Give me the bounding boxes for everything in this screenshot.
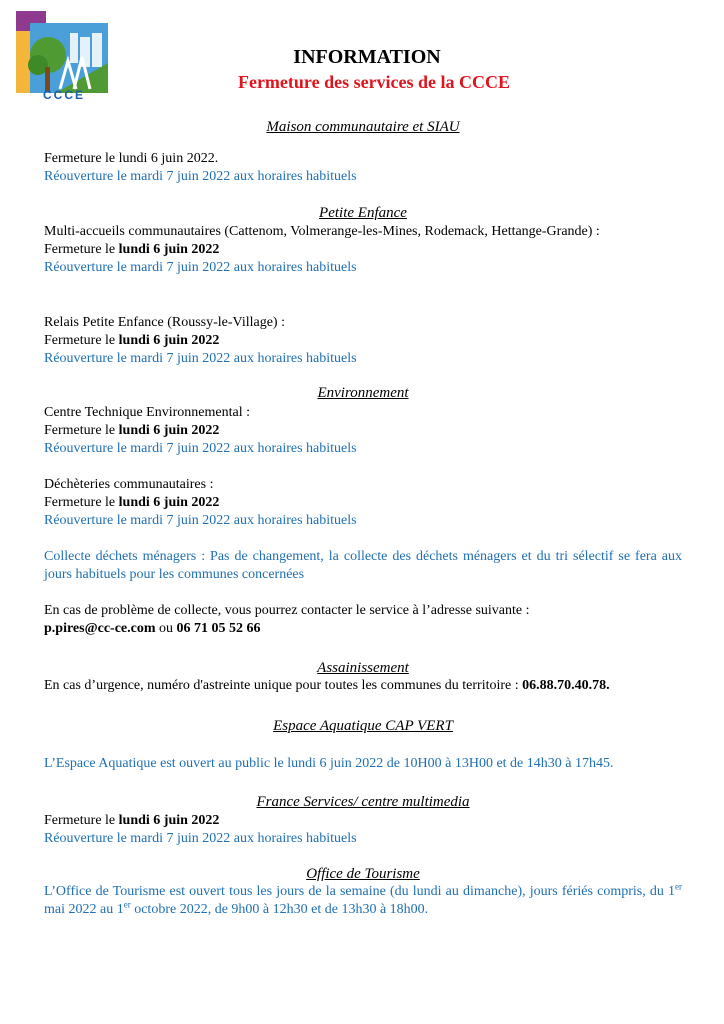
aquatique-text: L’Espace Aquatique est ouvert au public le lundi 6 juin 2022 de 10H00 à 13H00 et de 14h30 à 17h45. (44, 756, 614, 771)
heading-petite-enfance: Petite Enfance (319, 205, 407, 221)
multi-accueils-text: Multi-accueils communautaires (Cattenom, Volmerange-les-Mines, Rodemack, Hettange-Grande) : (44, 224, 600, 239)
closure-prefix: Fermeture le (44, 495, 119, 510)
tourisme-text (44, 883, 682, 919)
assainissement-text (44, 677, 682, 695)
contact-or: ou (155, 621, 177, 636)
france-services-reopen: Réouverture le mardi 7 juin 2022 aux horaires habituels (44, 831, 357, 846)
closure-date: lundi 6 juin 2022 (118, 495, 220, 510)
tourisme-sup-1: er (675, 881, 682, 892)
decheteries-reopen: Réouverture le mardi 7 juin 2022 aux horaires habituels (44, 513, 357, 528)
cte-closure (44, 422, 682, 440)
decheteries-text: Déchèteries communautaires : (44, 477, 214, 492)
closure-date: lundi 6 juin 2022 (118, 813, 220, 828)
logo-text: CCCE (42, 88, 85, 102)
france-services-closure (44, 812, 682, 830)
tourisme-sup-2: er (123, 899, 131, 910)
cte-text: Centre Technique Environnemental : (44, 405, 250, 420)
decheteries-closure (44, 494, 682, 512)
closure-prefix: Fermeture le (44, 423, 119, 438)
heading-aquatique: Espace Aquatique CAP VERT (273, 718, 453, 734)
siau-closure: Fermeture le lundi 6 juin 2022. (44, 151, 219, 166)
multi-accueils-reopen: Réouverture le mardi 7 juin 2022 aux horaires habituels (44, 260, 357, 275)
contact-email[interactable]: p.pires@cc-ce.com (44, 621, 156, 636)
closure-prefix: Fermeture le (44, 242, 119, 257)
relais-closure (44, 332, 682, 350)
multi-accueils-closure (44, 241, 682, 259)
closure-prefix: Fermeture le (44, 333, 119, 348)
tourisme-text-a: L’Office de Tourisme est ouvert tous les jours de la semaine (du lundi au dimanche), jours fériés compris, du 1 (44, 884, 675, 899)
page-subtitle: Fermeture des services de la CCCE (237, 72, 511, 92)
closure-date: lundi 6 juin 2022 (118, 423, 220, 438)
relais-text: Relais Petite Enfance (Roussy-le-Village) : (44, 315, 285, 330)
heading-environnement: Environnement (317, 385, 409, 401)
cte-reopen: Réouverture le mardi 7 juin 2022 aux horaires habituels (44, 441, 357, 456)
closure-prefix: Fermeture le (44, 813, 119, 828)
heading-siau: Maison communautaire et SIAU (266, 119, 460, 135)
contact-phone: 06 71 05 52 66 (176, 621, 261, 636)
contact-text: En cas de problème de collecte, vous pourrez contacter le service à l’adresse suivante : (44, 603, 530, 618)
relais-reopen: Réouverture le mardi 7 juin 2022 aux horaires habituels (44, 351, 357, 366)
heading-france-services: France Services/ centre multimedia (256, 794, 470, 810)
assainissement-line: En cas d’urgence, numéro d'astreinte unique pour toutes les communes du territoire : (44, 678, 523, 693)
heading-tourisme: Office de Tourisme (306, 866, 420, 882)
heading-assainissement: Assainissement (317, 660, 409, 676)
contact-block (44, 602, 682, 638)
tourisme-text-b: mai 2022 au 1 (44, 902, 124, 917)
collecte-text: Collecte déchets ménagers : Pas de changement, la collecte des déchets ménagers et du tri sélectif se fera aux jours habituels pour les communes concernées (44, 549, 682, 582)
tourisme-text-c: octobre 2022, de 9h00 à 12h30 et de 13h30 à 18h00. (130, 902, 429, 917)
astreinte-phone: 06.88.70.40.78. (522, 678, 610, 693)
siau-reopen: Réouverture le mardi 7 juin 2022 aux horaires habituels (44, 169, 357, 184)
page-title: INFORMATION (293, 46, 441, 68)
closure-date: lundi 6 juin 2022 (118, 242, 220, 257)
closure-date: lundi 6 juin 2022 (118, 333, 220, 348)
